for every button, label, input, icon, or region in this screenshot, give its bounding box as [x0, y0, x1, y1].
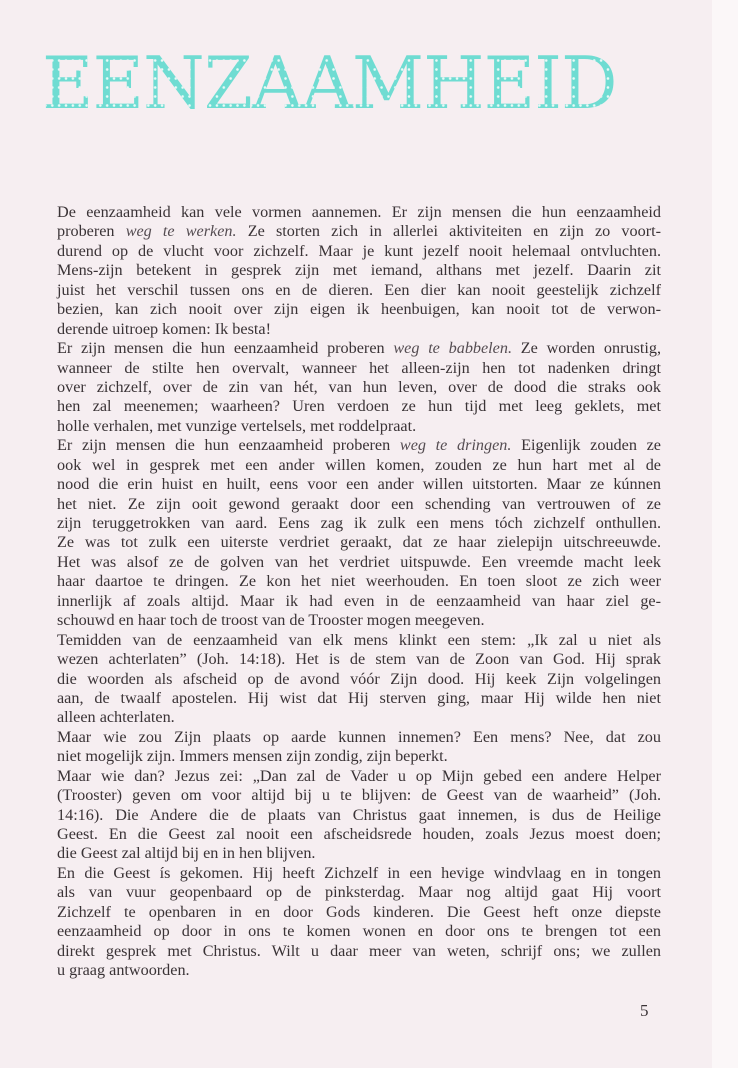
text-line: [57, 922, 661, 941]
text-line: [57, 806, 661, 825]
line-text: juist het verschil tussen ons en de dieren. Een dier kan nooit geestelijk zichzelf: [57, 280, 661, 299]
text-line: [57, 883, 661, 902]
emphasized-text: weg te babbelen.: [393, 339, 513, 358]
text-line: [57, 942, 661, 961]
text-line: [57, 222, 661, 241]
text-line: [57, 961, 661, 980]
line-text: De eenzaamheid kan vele vormen aannemen. Er zijn mensen die hun eenzaamheid: [57, 203, 661, 221]
text-line: [57, 747, 661, 766]
line-text: Mens-zijn betekent in gesprek zijn met iemand, althans met jezelf. Daarin zit: [57, 261, 661, 280]
line-text: Het was alsof ze de golven van het verdriet uitspuwde. Een vreemde macht leek: [57, 552, 661, 571]
line-text: durend op de vlucht voor zichzelf. Maar je kunt jezelf nooit helemaal ontvluchten.: [57, 241, 661, 260]
text-line: [57, 631, 661, 650]
line-text: En die Geest ís gekomen. Hij heeft Zichzelf in een hevige windvlaag en in tongen: [57, 863, 661, 882]
line-text: haar daartoe te dringen. Ze kon het niet weerhouden. En toen sloot ze zich weer: [57, 572, 661, 591]
emphasized-text: weg te dringen.: [399, 436, 512, 455]
text-line: [57, 320, 661, 339]
line-text: Maar wie dan? Jezus zei: „Dan zal de Vader u op Mijn gebed een andere Helper: [57, 766, 661, 785]
text-line: [57, 203, 661, 222]
line-text: alleen achterlaten.: [57, 708, 175, 727]
article-body: [57, 203, 661, 981]
line-text: Er zijn mensen die hun eenzaamheid proberen: [57, 436, 400, 455]
text-line: [57, 864, 661, 883]
line-text: Maar wie zou Zijn plaats op aarde kunnen innemen? Een mens? Nee, dat zou: [57, 727, 661, 746]
text-line: [57, 242, 661, 261]
text-line: [57, 728, 661, 747]
line-text: (Trooster) geven om voor altijd bij u te blijven: de Geest van de waarheid” (Joh.: [57, 786, 661, 805]
line-text: Ze worden onrustig,: [512, 339, 662, 358]
line-text: derende uitroep komen: Ik besta!: [57, 319, 271, 338]
text-line: [57, 844, 661, 863]
line-text: schouwd en haar toch de troost van de Trooster mogen meegeven.: [57, 611, 485, 630]
text-line: [57, 417, 661, 436]
line-text: Ze storten zich in allerlei aktiviteiten en zijn zo voort-: [236, 222, 661, 241]
text-line: [57, 436, 661, 455]
text-line: [57, 767, 661, 786]
text-line: [57, 300, 661, 319]
line-text: eenzaamheid op door in ons te komen wonen en door ons te brengen tot een: [57, 922, 661, 941]
text-line: [57, 359, 661, 378]
line-text: als van vuur geopenbaard op de pinksterdag. Maar nog altijd gaat Hij voort: [57, 883, 661, 902]
page-title: EENZAAMHEID: [42, 38, 617, 128]
text-line: [57, 572, 661, 591]
text-line: [57, 475, 661, 494]
text-line: [57, 786, 661, 805]
line-text: direkt gesprek met Christus. Wilt u daar meer van weten, schrijf ons; we zullen: [57, 941, 661, 960]
text-line: [57, 825, 661, 844]
line-text: proberen: [57, 222, 126, 241]
line-text: die Geest zal altijd bij en in hen blijven.: [57, 844, 316, 863]
line-text: hen zal meenemen; waarheen? Uren verdoen ze hun tijd met leeg geklets, met: [57, 397, 661, 416]
line-text: die woorden als afscheid op de avond vóór Zijn dood. Hij keek Zijn volgelingen: [57, 669, 661, 688]
text-line: [57, 378, 661, 397]
line-text: over zichzelf, over de zin van hét, van hun leven, over de dood die straks ook: [57, 377, 661, 396]
text-line: [57, 281, 661, 300]
line-text: Ze was tot zulk een uiterste verdriet geraakt, dat ze haar zielepijn uitschreeuwde.: [57, 533, 661, 552]
line-text: wanneer de stilte hen overvalt, wanneer het alleen-zijn hen tot nadenken dringt: [57, 358, 661, 377]
line-text: innerlijk af zoals altijd. Maar ik had even in de eenzaamheid van haar ziel ge-: [57, 591, 661, 610]
line-text: Eigenlijk zouden ze: [511, 436, 661, 455]
line-text: wezen achterlaten” (Joh. 14:18). Het is de stem van de Zoon van God. Hij sprak: [57, 650, 661, 669]
line-text: Zichzelf te openbaren in en door Gods kinderen. Die Geest heft onze diepste: [57, 902, 661, 921]
text-line: [57, 456, 661, 475]
line-text: bezien, kan zich nooit over zijn eigen ik heenbuigen, kan nooit tot de verwon-: [57, 300, 661, 319]
text-line: [57, 495, 661, 514]
text-line: [57, 650, 661, 669]
line-text: Er zijn mensen die hun eenzaamheid proberen: [57, 339, 394, 358]
line-text: zijn teruggetrokken van aard. Eens zag ik zulk een mens tóch zichzelf onthullen.: [57, 514, 661, 532]
text-line: [57, 339, 661, 358]
page-number: 5: [640, 1001, 649, 1020]
line-text: 14:16). Die Andere die de plaats van Christus gaat innemen, is dus de Heilige: [57, 805, 661, 824]
text-line: [57, 903, 661, 922]
line-text: aan, de twaalf apostelen. Hij wist dat Hij sterven ging, maar Hij wilde hen niet: [57, 688, 661, 707]
line-text: het niet. Ze zijn ooit gewond geraakt door een schending van vertrouwen of ze: [57, 494, 661, 513]
text-line: [57, 514, 661, 533]
line-text: u graag antwoorden.: [57, 961, 190, 980]
text-line: [57, 261, 661, 280]
text-line: [57, 533, 661, 552]
text-line: [57, 397, 661, 416]
line-text: nood die erin huist en huilt, eens voor een ander willen uitstorten. Maar ze kúnnen: [57, 475, 661, 494]
text-line: [57, 670, 661, 689]
text-line: [57, 592, 661, 611]
line-text: Geest. En die Geest zal nooit een afscheidsrede houden, zoals Jezus moest doen;: [57, 825, 661, 843]
emphasized-text: weg te werken.: [125, 222, 237, 241]
line-text: Temidden van de eenzaamheid van elk mens klinkt een stem: „Ik zal u niet als: [57, 630, 661, 649]
text-line: [57, 611, 661, 630]
text-line: [57, 708, 661, 727]
line-text: holle verhalen, met vunzige vertelsels, met roddelpraat.: [57, 416, 417, 435]
text-line: [57, 689, 661, 708]
text-line: [57, 553, 661, 572]
line-text: niet mogelijk zijn. Immers mensen zijn zondig, zijn beperkt.: [57, 747, 448, 766]
line-text: ook wel in gesprek met een ander willen komen, zouden ze hun hart met al de: [57, 455, 661, 474]
